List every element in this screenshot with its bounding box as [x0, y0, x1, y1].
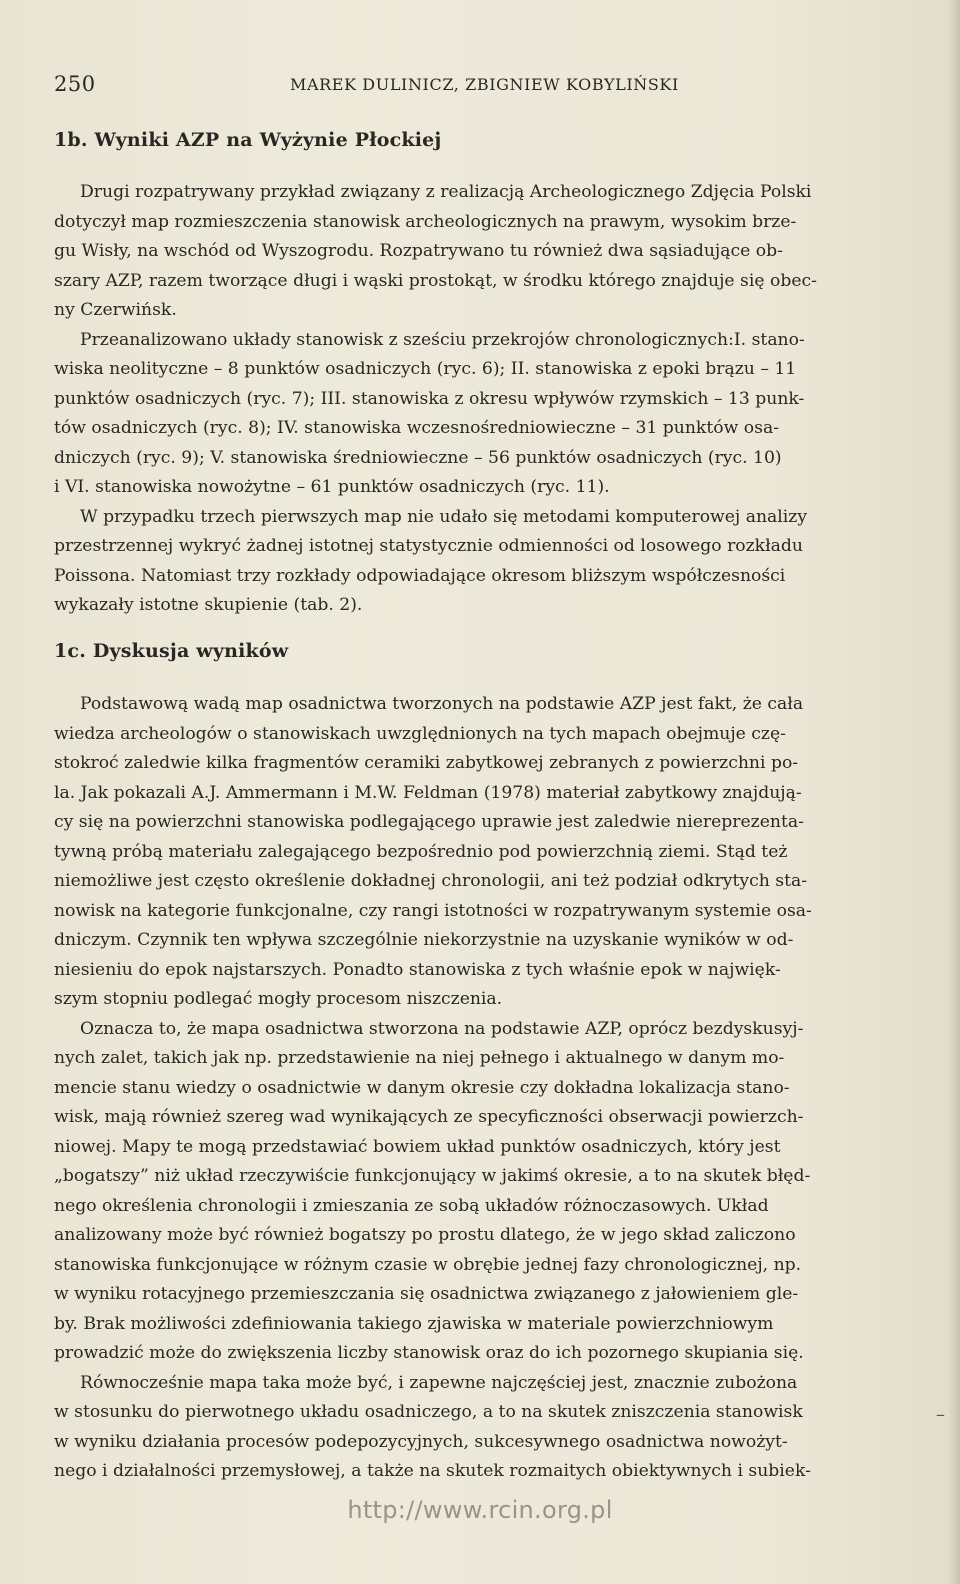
text-line: w stosunku do pierwotnego układu osadniczego, a to na skutek zniszczenia stanowisk [54, 1402, 803, 1422]
text-line: W przypadku trzech pierwszych map nie udało się metodami komputerowej analizy [80, 506, 808, 527]
text-line: i VI. stanowiska nowożytne – 61 punktów osadniczych (ryc. 11). [54, 477, 610, 497]
running-head: MAREK DULINICZ, ZBIGNIEW KOBYLIŃSKI [290, 75, 679, 94]
text-line: wisk, mają również szereg wad wynikających ze specyficzności obserwacji powierzch- [54, 1107, 804, 1127]
margin-mark: – [936, 1404, 945, 1425]
text-line: nego określenia chronologii i zmieszania ze sobą układów różnoczasowych. Układ [54, 1195, 769, 1216]
text-line: punktów osadniczych (ryc. 7); III. stanowiska z okresu wpływów rzymskich – 13 punk- [54, 388, 805, 409]
text-line: by. Brak możliwości zdefiniowania takiego zjawiska w materiale powierzchniowym [54, 1313, 774, 1334]
section-heading-1b: 1b. Wyniki AZP na Wyżynie Płockiej [54, 129, 442, 151]
text-line: wiedza archeologów o stanowiskach uwzględnionych na tych mapach obejmuje czę- [54, 723, 786, 744]
text-line: dotyczył map rozmieszczenia stanowisk archeologicznych na prawym, wysokim brze- [54, 211, 797, 232]
text-line: tywną próbą materiału zalegającego bezpośrednio pod powierzchnią ziemi. Stąd też [54, 841, 788, 862]
text-line: tów osadniczych (ryc. 8); IV. stanowiska wczesnośredniowieczne – 31 punktów osa- [54, 418, 780, 438]
text-line: dniczym. Czynnik ten wpływa szczególnie niekorzystnie na uzyskanie wyników w od- [54, 930, 794, 950]
text-line: wiska neolityczne – 8 punktów osadniczych (ryc. 6); II. stanowiska z epoki brązu – 11 [54, 359, 797, 379]
text-line: „bogatszy” niż układ rzeczywiście funkcjonujący w jakimś okresie, a to na skutek błęd- [54, 1166, 811, 1186]
text-line: Poissona. Natomiast trzy rozkłady odpowiadające okresom bliższym współczesności [54, 565, 786, 586]
text-line: Przeanalizowano układy stanowisk z sześciu przekrojów chronologicznych:I. stano- [80, 329, 805, 350]
text-line: Równocześnie mapa taka może być, i zapewne najczęściej jest, znacznie zubożona [80, 1372, 798, 1393]
text-line: cy się na powierzchni stanowiska podlegającego uprawie jest zaledwie niereprezenta- [54, 812, 804, 832]
text-line: przestrzennej wykryć żadnej istotnej statystycznie odmienności od losowego rozkładu [54, 536, 803, 556]
text-line: niesieniu do epok najstarszych. Ponadto stanowiska z tych właśnie epok w najwięk- [54, 959, 781, 980]
text-line: szary AZP, razem tworzące długi i wąski prostokąt, w środku którego znajduje się obec- [54, 270, 817, 291]
text-line: prowadzić może do zwiększenia liczby stanowisk oraz do ich pozornego skupiania się. [54, 1343, 804, 1363]
text-line: Podstawową wadą map osadnictwa tworzonych na podstawie AZP jest fakt, że cała [80, 694, 804, 714]
text-line: w wyniku działania procesów podepozycyjnych, sukcesywnego osadnictwa nowożyt- [54, 1431, 788, 1452]
section-body-1b [54, 178, 916, 621]
section-body-1c [54, 690, 916, 1487]
watermark-url[interactable]: http://www.rcin.org.pl [347, 1496, 613, 1524]
text-line: ny Czerwińsk. [54, 300, 177, 320]
text-line: gu Wisły, na wschód od Wyszogrodu. Rozpatrywano tu również dwa sąsiadujące ob- [54, 241, 783, 261]
text-line: szym stopniu podlegać mogły procesom niszczenia. [54, 989, 503, 1009]
text-line: mencie stanu wiedzy o osadnictwie w danym okresie czy dokładna lokalizacja stano- [54, 1077, 790, 1098]
text-line: w wyniku rotacyjnego przemieszczania się osadnictwa związanego z jałowieniem gle- [54, 1284, 799, 1304]
text-line: nowisk na kategorie funkcjonalne, czy rangi istotności w rozpatrywanym systemie osa- [54, 900, 812, 921]
text-line: niowej. Mapy te mogą przedstawiać bowiem układ punktów osadniczych, który jest [54, 1136, 781, 1157]
text-line: nego i działalności przemysłowej, a także na skutek rozmaitych obiektywnych i subiek- [54, 1461, 811, 1481]
page-number: 250 [54, 72, 96, 96]
section-heading-1c: 1c. Dyskusja wyników [54, 640, 289, 662]
text-line: Oznacza to, że mapa osadnictwa stworzona na podstawie AZP, oprócz bezdyskusyj- [80, 1018, 804, 1039]
text-line: stokroć zaledwie kilka fragmentów ceramiki zabytkowej zebranych z powierzchni po- [54, 753, 799, 773]
text-line: nych zalet, takich jak np. przedstawienie na niej pełnego i aktualnego w danym mo- [54, 1048, 785, 1068]
text-line: dniczych (ryc. 9); V. stanowiska średniowieczne – 56 punktów osadniczych (ryc. 10) [54, 447, 782, 468]
text-line: la. Jak pokazali A.J. Ammermann i M.W. Feldman (1978) materiał zabytkowy znajdują- [54, 782, 802, 803]
text-line: stanowiska funkcjonujące w różnym czasie w obrębie jednej fazy chronologicznej, np. [54, 1254, 802, 1275]
text-line: wykazały istotne skupienie (tab. 2). [54, 595, 363, 615]
text-line: analizowany może być również bogatszy po prostu dlatego, że w jego skład zaliczono [54, 1225, 796, 1245]
page-edge-shadow [948, 0, 960, 1584]
text-line: niemożliwe jest często określenie dokładnej chronologii, ani też podział odkrytych sta- [54, 871, 808, 891]
page-header [54, 72, 909, 100]
text-line: Drugi rozpatrywany przykład związany z realizacją Archeologicznego Zdjęcia Polski [80, 182, 812, 202]
